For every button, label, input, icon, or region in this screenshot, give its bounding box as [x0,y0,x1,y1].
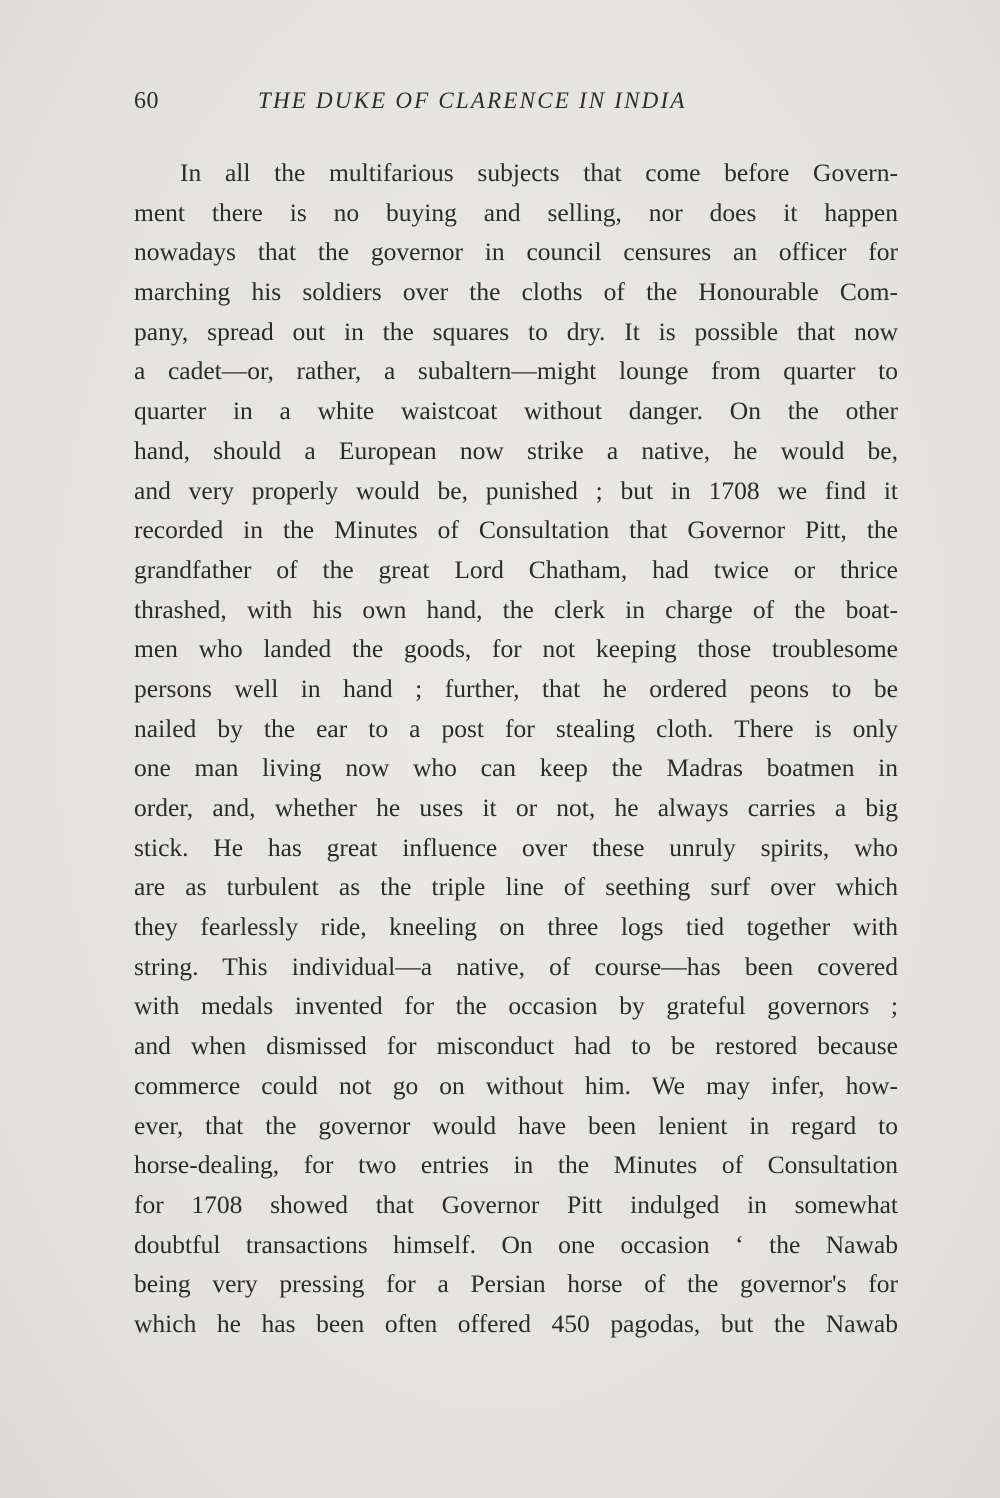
text-line: stick. He has great influence over these unruly spirits, who [134,832,898,862]
text-line: with medals invented for the occasion by grateful governors ; [134,991,898,1021]
text-line: In all the multifarious subjects that come before Govern- [180,158,898,187]
text-line: nailed by the ear to a post for stealing cloth. There is only [134,713,898,743]
text-line: horse-dealing, for two entries in the Minutes of Consultation [134,1150,898,1180]
text-line: they fearlessly ride, kneeling on three logs tied together with [134,912,898,942]
text-line: string. This individual—a native, of course—has been covered [134,951,898,981]
text-line: a cadet—or, rather, a subaltern—might lounge from quarter to [134,356,898,386]
text-line: nowadays that the governor in council censures an officer for [134,237,898,267]
body-text [134,153,898,1344]
text-line: ever, that the governor would have been lenient in regard to [134,1110,898,1140]
text-line: commerce could not go on without him. We may infer, how- [134,1070,898,1100]
text-line: doubtful transactions himself. On one occasion ‘ the Nawab [134,1229,898,1259]
text-line: one man living now who can keep the Madras boatmen in [134,753,898,783]
text-line: quarter in a white waistcoat without danger. On the other [134,396,898,426]
text-line: hand, should a European now strike a native, he would be, [134,435,898,465]
text-line: for 1708 showed that Governor Pitt indulged in somewhat [134,1189,898,1219]
text-line: thrashed, with his own hand, the clerk in charge of the boat- [134,594,898,624]
page-header [134,88,774,122]
text-line: ment there is no buying and selling, nor does it happen [134,197,898,227]
text-line: and very properly would be, punished ; but in 1708 we find it [134,475,898,505]
running-head: THE DUKE OF CLARENCE IN INDIA [258,88,687,113]
text-line: and when dismissed for misconduct had to be restored because [134,1031,898,1061]
text-line: which he has been often offered 450 pagodas, but the Nawab [134,1308,898,1338]
text-line: are as turbulent as the triple line of seething surf over which [134,872,898,902]
text-line: marching his soldiers over the cloths of the Honourable Com- [134,277,898,307]
text-line: men who landed the goods, for not keeping those troublesome [134,634,898,664]
text-line: order, and, whether he uses it or not, he always carries a big [134,793,898,822]
page-number: 60 [134,88,159,114]
text-line: grandfather of the great Lord Chatham, had twice or thrice [134,554,898,584]
text-line: being very pressing for a Persian horse of the governor's for [134,1269,898,1299]
text-line: persons well in hand ; further, that he ordered peons to be [134,673,898,703]
text-line: recorded in the Minutes of Consultation that Governor Pitt, the [134,515,898,545]
text-line: pany, spread out in the squares to dry. It is possible that now [134,316,898,346]
